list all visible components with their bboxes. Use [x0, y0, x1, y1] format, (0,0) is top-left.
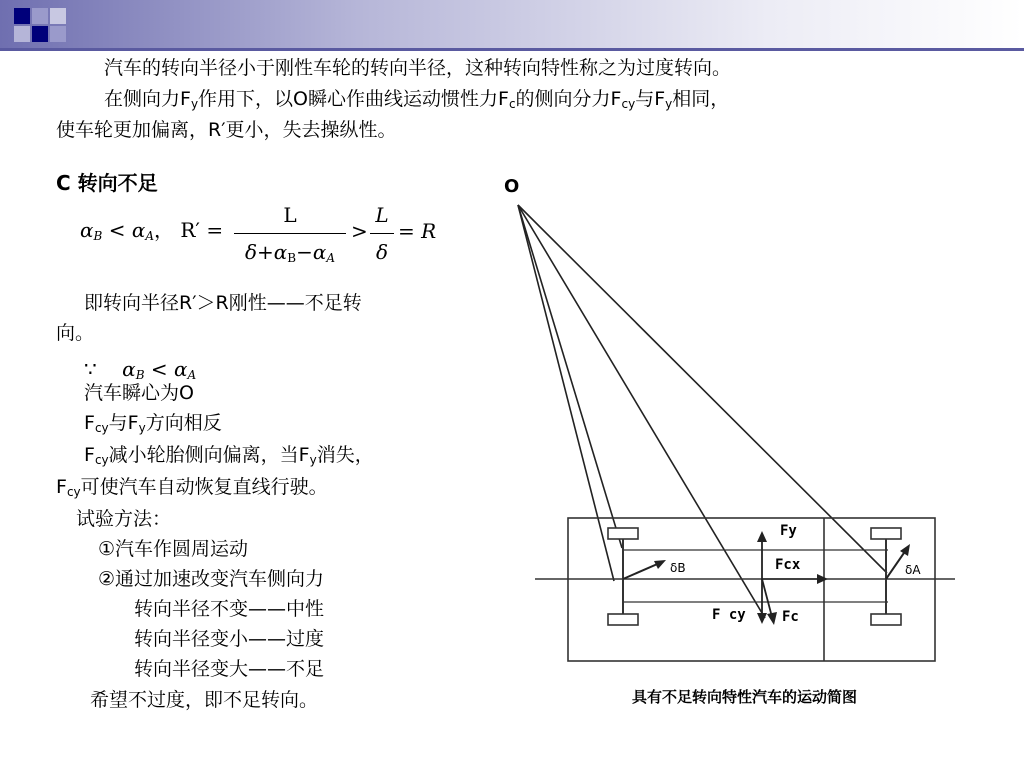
- delta-b-label: δB: [670, 561, 686, 575]
- text-line: $F_{cy}$与$F_y$方向相反: [84, 412, 222, 435]
- arrowhead: [654, 560, 666, 569]
- arrowhead: [900, 544, 910, 556]
- arrowhead: [757, 613, 767, 624]
- fraction-bar: [234, 233, 346, 234]
- deco-square: [50, 8, 66, 24]
- ray-line: [518, 205, 765, 618]
- paragraph-oversteer: 汽车的转向半径小于刚性车轮的转向半径，这种转向特性称之为过度转向。: [104, 57, 732, 79]
- paragraph-lateral-force: 在侧向力$F_y$作用下，以O瞬心作曲线运动惯性力$F_c$的侧向分力$F_{cy}$与$F_y$相同，: [104, 88, 730, 111]
- deco-square: [32, 8, 48, 24]
- fc-label: Fc: [782, 609, 799, 625]
- text-line: 希望不过度，即不足转向。: [90, 689, 319, 711]
- arrowhead: [767, 612, 777, 625]
- text-line: 转向半径不变——中性: [134, 598, 325, 620]
- header-band: [0, 0, 1024, 48]
- header-rule: [0, 48, 1024, 51]
- text-line: 试验方法：: [76, 508, 172, 530]
- deco-square: [14, 26, 30, 42]
- text-line: ①汽车作圆周运动: [98, 538, 249, 560]
- force-fc-arrow: [762, 579, 772, 617]
- text-line: 转向半径变小——过度: [134, 628, 325, 650]
- text-line: 转向半径变大——不足: [134, 658, 325, 680]
- ray-line: [518, 205, 614, 581]
- delta-a-label: δA: [905, 563, 921, 577]
- formula-equals-r: = R: [398, 219, 437, 243]
- wheel: [871, 614, 901, 625]
- center-o-label: O: [504, 176, 520, 197]
- formula-numerator: L: [283, 203, 297, 227]
- text-line: 即转向半径R′＞R刚性——不足转: [84, 292, 362, 314]
- formula-denominator-2: δ: [375, 240, 389, 264]
- formula-greater: >: [351, 219, 368, 243]
- text-line: $F_{cy}$减小轮胎侧向偏离，当$F_y$消失，: [84, 444, 374, 467]
- formula-numerator-2: L: [375, 203, 389, 227]
- figure-caption: 具有不足转向特性汽车的运动简图: [632, 688, 858, 706]
- wheel: [608, 614, 638, 625]
- paragraph-lateral-force-cont: 使车轮更加偏离，R′更小，失去操纵性。: [56, 119, 397, 141]
- because-formula: ∵ $\alpha_B < \alpha_A$: [84, 357, 197, 382]
- deco-square: [32, 26, 48, 42]
- arrowhead: [817, 574, 828, 584]
- formula-condition: $\alpha_B < \alpha_A$， R′ =: [80, 218, 224, 243]
- wheel: [608, 528, 638, 539]
- fy-label: Fy: [780, 523, 797, 539]
- deco-square: [14, 8, 30, 24]
- wheel: [871, 528, 901, 539]
- text-line: ②通过加速改变汽车侧向力: [98, 568, 325, 590]
- section-heading: C 转向不足: [56, 171, 158, 195]
- arrowhead: [757, 531, 767, 542]
- fraction-bar-2: [370, 233, 394, 234]
- understeer-diagram: [490, 165, 960, 725]
- formula-denominator: $\delta+\alpha_B-\alpha_A$: [244, 240, 336, 265]
- front-slip-vector: [886, 550, 906, 579]
- text-line: 汽车瞬心为O: [84, 382, 194, 404]
- fcy-label: F cy: [712, 607, 746, 623]
- deco-square: [50, 26, 66, 42]
- fcx-label: Fcx: [775, 557, 801, 573]
- text-line: 向。: [56, 322, 95, 344]
- text-line: $F_{cy}$可使汽车自动恢复直线行驶。: [56, 476, 328, 499]
